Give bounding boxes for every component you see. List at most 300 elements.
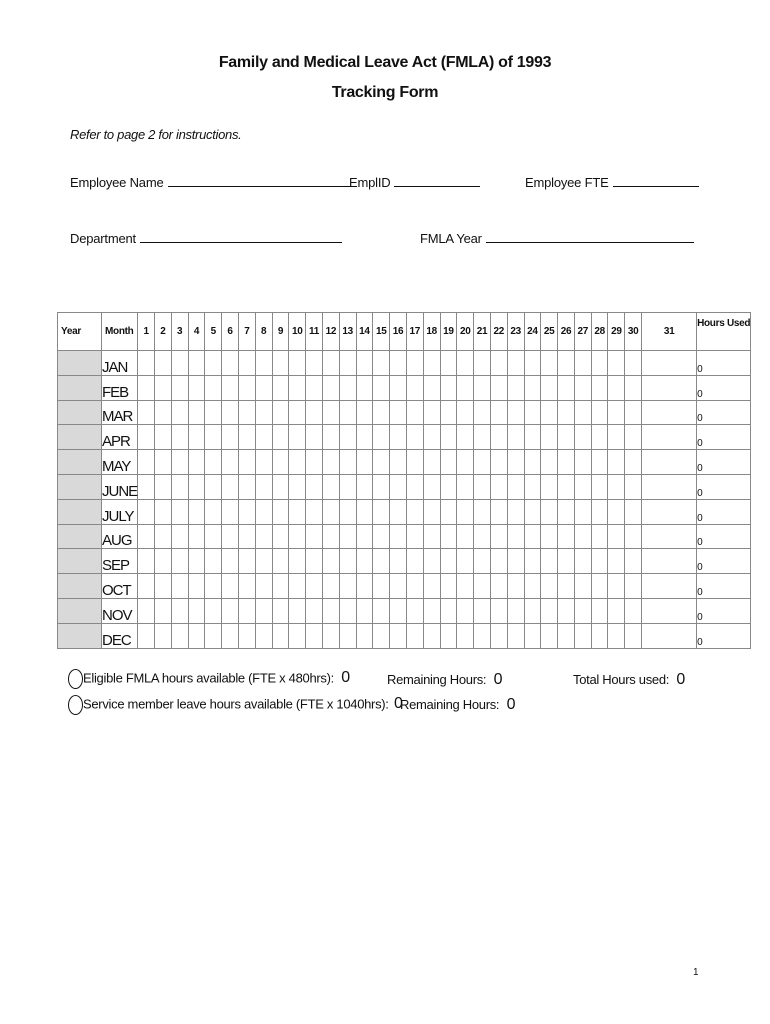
day-cell[interactable] [205, 400, 222, 425]
day-cell[interactable] [390, 425, 407, 450]
day-cell[interactable] [574, 499, 591, 524]
day-cell[interactable] [457, 549, 474, 574]
day-cell[interactable] [272, 574, 289, 599]
day-cell[interactable] [541, 351, 558, 376]
day-cell[interactable] [423, 474, 440, 499]
day-cell[interactable] [289, 450, 306, 475]
day-cell[interactable] [238, 351, 255, 376]
year-cell[interactable] [58, 549, 102, 574]
day-cell[interactable] [171, 375, 188, 400]
day-cell[interactable] [507, 400, 524, 425]
day-cell[interactable] [490, 375, 507, 400]
day-cell[interactable] [188, 598, 205, 623]
day-cell[interactable] [390, 623, 407, 648]
day-cell[interactable] [171, 450, 188, 475]
day-cell[interactable] [222, 351, 239, 376]
day-cell[interactable] [558, 425, 575, 450]
day-cell[interactable] [457, 574, 474, 599]
day-cell[interactable] [524, 598, 541, 623]
year-cell[interactable] [58, 598, 102, 623]
day-cell[interactable] [406, 524, 423, 549]
day-cell[interactable] [490, 623, 507, 648]
day-cell[interactable] [591, 549, 608, 574]
day-cell[interactable] [440, 375, 457, 400]
day-cell[interactable] [171, 549, 188, 574]
day-cell[interactable] [574, 474, 591, 499]
day-cell[interactable] [423, 450, 440, 475]
day-cell[interactable] [289, 574, 306, 599]
day-cell[interactable] [507, 524, 524, 549]
day-cell[interactable] [188, 375, 205, 400]
day-cell[interactable] [238, 549, 255, 574]
day-cell[interactable] [490, 549, 507, 574]
day-cell[interactable] [255, 474, 272, 499]
day-cell[interactable] [322, 474, 339, 499]
day-cell[interactable] [356, 450, 373, 475]
year-cell[interactable] [58, 574, 102, 599]
day-cell[interactable] [524, 623, 541, 648]
day-cell[interactable] [322, 375, 339, 400]
day-cell[interactable] [272, 474, 289, 499]
day-cell[interactable] [608, 425, 625, 450]
day-cell[interactable] [222, 474, 239, 499]
day-cell[interactable] [238, 499, 255, 524]
day-cell[interactable] [255, 375, 272, 400]
year-cell[interactable] [58, 450, 102, 475]
employee-fte-field[interactable] [525, 173, 699, 190]
day-cell[interactable] [171, 425, 188, 450]
day-cell[interactable] [138, 375, 155, 400]
day-cell[interactable] [373, 400, 390, 425]
day-cell[interactable] [574, 450, 591, 475]
day-cell[interactable] [490, 351, 507, 376]
day-cell[interactable] [272, 375, 289, 400]
day-cell[interactable] [205, 450, 222, 475]
day-cell[interactable] [289, 400, 306, 425]
day-cell[interactable] [373, 474, 390, 499]
day-cell[interactable] [322, 351, 339, 376]
day-cell[interactable] [356, 524, 373, 549]
day-cell[interactable] [373, 375, 390, 400]
day-cell[interactable] [390, 351, 407, 376]
day-cell[interactable] [238, 524, 255, 549]
day-cell[interactable] [138, 450, 155, 475]
day-cell[interactable] [171, 499, 188, 524]
day-cell[interactable] [222, 623, 239, 648]
day-cell[interactable] [255, 425, 272, 450]
day-cell[interactable] [558, 623, 575, 648]
day-cell[interactable] [541, 574, 558, 599]
day-cell[interactable] [490, 598, 507, 623]
day-cell[interactable] [490, 474, 507, 499]
day-cell[interactable] [255, 524, 272, 549]
day-cell[interactable] [524, 425, 541, 450]
day-cell[interactable] [507, 450, 524, 475]
day-cell[interactable] [255, 351, 272, 376]
day-cell[interactable] [205, 375, 222, 400]
day-cell[interactable] [406, 598, 423, 623]
service-member-radio[interactable] [68, 695, 83, 715]
year-cell[interactable] [58, 499, 102, 524]
day-cell[interactable] [507, 499, 524, 524]
day-cell[interactable] [558, 375, 575, 400]
eligible-radio[interactable] [68, 669, 83, 689]
day-cell[interactable] [138, 400, 155, 425]
day-cell[interactable] [524, 400, 541, 425]
day-cell[interactable] [406, 499, 423, 524]
day-cell[interactable] [154, 400, 171, 425]
day-cell[interactable] [356, 499, 373, 524]
day-cell[interactable] [541, 499, 558, 524]
day-cell[interactable] [154, 598, 171, 623]
day-cell[interactable] [390, 598, 407, 623]
day-cell[interactable] [608, 400, 625, 425]
day-cell[interactable] [289, 351, 306, 376]
day-cell[interactable] [591, 598, 608, 623]
day-cell[interactable] [574, 574, 591, 599]
day-cell[interactable] [390, 474, 407, 499]
day-cell[interactable] [289, 623, 306, 648]
day-cell[interactable] [339, 474, 356, 499]
day-cell[interactable] [558, 351, 575, 376]
day-cell[interactable] [339, 549, 356, 574]
day-cell[interactable] [440, 623, 457, 648]
day-cell[interactable] [541, 400, 558, 425]
day-cell[interactable] [373, 574, 390, 599]
department-line[interactable] [140, 229, 342, 243]
day-cell[interactable] [373, 549, 390, 574]
day-cell[interactable] [171, 574, 188, 599]
day-cell[interactable] [608, 499, 625, 524]
day-cell[interactable] [608, 474, 625, 499]
day-cell[interactable] [238, 598, 255, 623]
day-cell[interactable] [625, 623, 642, 648]
day-cell[interactable] [306, 499, 323, 524]
day-cell[interactable] [255, 598, 272, 623]
day-cell[interactable] [306, 598, 323, 623]
day-cell[interactable] [541, 549, 558, 574]
day-cell[interactable] [440, 499, 457, 524]
day-cell[interactable] [238, 450, 255, 475]
day-cell[interactable] [154, 450, 171, 475]
day-cell[interactable] [356, 623, 373, 648]
day-cell[interactable] [322, 400, 339, 425]
day-cell[interactable] [222, 524, 239, 549]
day-cell[interactable] [457, 474, 474, 499]
day-cell[interactable] [272, 598, 289, 623]
day-cell[interactable] [306, 549, 323, 574]
day-cell[interactable] [339, 574, 356, 599]
day-cell[interactable] [625, 524, 642, 549]
day-cell[interactable] [373, 499, 390, 524]
day-cell[interactable] [457, 351, 474, 376]
day-cell[interactable] [642, 474, 697, 499]
day-cell[interactable] [642, 574, 697, 599]
year-cell[interactable] [58, 400, 102, 425]
day-cell[interactable] [356, 400, 373, 425]
day-cell[interactable] [272, 549, 289, 574]
day-cell[interactable] [457, 400, 474, 425]
day-cell[interactable] [625, 574, 642, 599]
day-cell[interactable] [440, 524, 457, 549]
day-cell[interactable] [541, 375, 558, 400]
day-cell[interactable] [625, 598, 642, 623]
day-cell[interactable] [289, 598, 306, 623]
day-cell[interactable] [524, 499, 541, 524]
day-cell[interactable] [238, 375, 255, 400]
day-cell[interactable] [642, 524, 697, 549]
day-cell[interactable] [272, 623, 289, 648]
day-cell[interactable] [625, 375, 642, 400]
day-cell[interactable] [490, 425, 507, 450]
day-cell[interactable] [306, 450, 323, 475]
day-cell[interactable] [356, 375, 373, 400]
day-cell[interactable] [574, 375, 591, 400]
day-cell[interactable] [205, 598, 222, 623]
day-cell[interactable] [390, 400, 407, 425]
day-cell[interactable] [339, 425, 356, 450]
day-cell[interactable] [255, 574, 272, 599]
year-cell[interactable] [58, 351, 102, 376]
day-cell[interactable] [238, 474, 255, 499]
day-cell[interactable] [490, 499, 507, 524]
day-cell[interactable] [474, 375, 491, 400]
year-cell[interactable] [58, 375, 102, 400]
day-cell[interactable] [574, 400, 591, 425]
day-cell[interactable] [154, 524, 171, 549]
day-cell[interactable] [306, 375, 323, 400]
day-cell[interactable] [188, 524, 205, 549]
day-cell[interactable] [474, 623, 491, 648]
day-cell[interactable] [440, 474, 457, 499]
day-cell[interactable] [171, 400, 188, 425]
day-cell[interactable] [423, 549, 440, 574]
day-cell[interactable] [440, 450, 457, 475]
day-cell[interactable] [306, 574, 323, 599]
day-cell[interactable] [390, 574, 407, 599]
day-cell[interactable] [222, 450, 239, 475]
day-cell[interactable] [457, 425, 474, 450]
day-cell[interactable] [272, 499, 289, 524]
day-cell[interactable] [222, 598, 239, 623]
day-cell[interactable] [138, 474, 155, 499]
day-cell[interactable] [474, 351, 491, 376]
day-cell[interactable] [423, 351, 440, 376]
day-cell[interactable] [339, 524, 356, 549]
fmla-year-field[interactable] [420, 229, 694, 246]
day-cell[interactable] [339, 351, 356, 376]
day-cell[interactable] [642, 450, 697, 475]
day-cell[interactable] [322, 598, 339, 623]
day-cell[interactable] [356, 598, 373, 623]
day-cell[interactable] [339, 598, 356, 623]
day-cell[interactable] [541, 474, 558, 499]
day-cell[interactable] [373, 425, 390, 450]
day-cell[interactable] [205, 351, 222, 376]
day-cell[interactable] [390, 549, 407, 574]
day-cell[interactable] [608, 450, 625, 475]
day-cell[interactable] [457, 623, 474, 648]
day-cell[interactable] [423, 400, 440, 425]
day-cell[interactable] [642, 425, 697, 450]
day-cell[interactable] [390, 375, 407, 400]
day-cell[interactable] [591, 524, 608, 549]
day-cell[interactable] [255, 549, 272, 574]
day-cell[interactable] [154, 425, 171, 450]
day-cell[interactable] [642, 375, 697, 400]
day-cell[interactable] [625, 474, 642, 499]
day-cell[interactable] [356, 425, 373, 450]
day-cell[interactable] [272, 450, 289, 475]
day-cell[interactable] [255, 623, 272, 648]
day-cell[interactable] [154, 499, 171, 524]
day-cell[interactable] [222, 375, 239, 400]
day-cell[interactable] [642, 351, 697, 376]
day-cell[interactable] [507, 574, 524, 599]
day-cell[interactable] [188, 549, 205, 574]
day-cell[interactable] [591, 351, 608, 376]
day-cell[interactable] [322, 450, 339, 475]
day-cell[interactable] [272, 400, 289, 425]
day-cell[interactable] [306, 474, 323, 499]
day-cell[interactable] [474, 549, 491, 574]
day-cell[interactable] [138, 499, 155, 524]
day-cell[interactable] [608, 375, 625, 400]
day-cell[interactable] [205, 623, 222, 648]
day-cell[interactable] [574, 351, 591, 376]
day-cell[interactable] [457, 524, 474, 549]
day-cell[interactable] [306, 623, 323, 648]
day-cell[interactable] [406, 574, 423, 599]
day-cell[interactable] [306, 524, 323, 549]
day-cell[interactable] [490, 400, 507, 425]
day-cell[interactable] [222, 425, 239, 450]
day-cell[interactable] [558, 499, 575, 524]
day-cell[interactable] [524, 474, 541, 499]
day-cell[interactable] [171, 351, 188, 376]
day-cell[interactable] [406, 549, 423, 574]
day-cell[interactable] [289, 425, 306, 450]
day-cell[interactable] [608, 549, 625, 574]
employee-name-line[interactable] [168, 173, 352, 187]
day-cell[interactable] [188, 574, 205, 599]
day-cell[interactable] [272, 425, 289, 450]
day-cell[interactable] [423, 623, 440, 648]
day-cell[interactable] [138, 524, 155, 549]
day-cell[interactable] [188, 425, 205, 450]
day-cell[interactable] [356, 549, 373, 574]
day-cell[interactable] [406, 375, 423, 400]
day-cell[interactable] [457, 450, 474, 475]
year-cell[interactable] [58, 524, 102, 549]
day-cell[interactable] [558, 598, 575, 623]
day-cell[interactable] [289, 549, 306, 574]
day-cell[interactable] [490, 450, 507, 475]
day-cell[interactable] [238, 623, 255, 648]
day-cell[interactable] [490, 574, 507, 599]
day-cell[interactable] [541, 623, 558, 648]
day-cell[interactable] [591, 574, 608, 599]
day-cell[interactable] [205, 474, 222, 499]
day-cell[interactable] [390, 524, 407, 549]
day-cell[interactable] [154, 474, 171, 499]
day-cell[interactable] [591, 400, 608, 425]
day-cell[interactable] [356, 574, 373, 599]
day-cell[interactable] [591, 499, 608, 524]
day-cell[interactable] [339, 375, 356, 400]
day-cell[interactable] [373, 524, 390, 549]
day-cell[interactable] [574, 549, 591, 574]
day-cell[interactable] [238, 425, 255, 450]
day-cell[interactable] [138, 623, 155, 648]
day-cell[interactable] [373, 351, 390, 376]
day-cell[interactable] [558, 400, 575, 425]
day-cell[interactable] [238, 574, 255, 599]
day-cell[interactable] [642, 400, 697, 425]
day-cell[interactable] [507, 375, 524, 400]
day-cell[interactable] [339, 400, 356, 425]
day-cell[interactable] [289, 524, 306, 549]
day-cell[interactable] [205, 574, 222, 599]
day-cell[interactable] [440, 574, 457, 599]
fmla-year-line[interactable] [486, 229, 694, 243]
day-cell[interactable] [322, 574, 339, 599]
day-cell[interactable] [608, 574, 625, 599]
day-cell[interactable] [541, 450, 558, 475]
day-cell[interactable] [524, 549, 541, 574]
day-cell[interactable] [373, 450, 390, 475]
day-cell[interactable] [625, 450, 642, 475]
day-cell[interactable] [474, 574, 491, 599]
day-cell[interactable] [625, 351, 642, 376]
day-cell[interactable] [423, 574, 440, 599]
day-cell[interactable] [558, 474, 575, 499]
day-cell[interactable] [306, 400, 323, 425]
day-cell[interactable] [608, 623, 625, 648]
day-cell[interactable] [322, 425, 339, 450]
day-cell[interactable] [222, 574, 239, 599]
day-cell[interactable] [591, 623, 608, 648]
day-cell[interactable] [524, 375, 541, 400]
day-cell[interactable] [524, 574, 541, 599]
day-cell[interactable] [289, 474, 306, 499]
day-cell[interactable] [591, 425, 608, 450]
day-cell[interactable] [574, 598, 591, 623]
day-cell[interactable] [423, 598, 440, 623]
day-cell[interactable] [205, 549, 222, 574]
day-cell[interactable] [339, 450, 356, 475]
day-cell[interactable] [541, 425, 558, 450]
day-cell[interactable] [524, 450, 541, 475]
day-cell[interactable] [154, 351, 171, 376]
day-cell[interactable] [507, 351, 524, 376]
day-cell[interactable] [642, 499, 697, 524]
day-cell[interactable] [558, 524, 575, 549]
day-cell[interactable] [339, 499, 356, 524]
day-cell[interactable] [591, 450, 608, 475]
day-cell[interactable] [524, 524, 541, 549]
day-cell[interactable] [524, 351, 541, 376]
day-cell[interactable] [322, 524, 339, 549]
day-cell[interactable] [574, 623, 591, 648]
day-cell[interactable] [440, 425, 457, 450]
day-cell[interactable] [440, 351, 457, 376]
day-cell[interactable] [440, 400, 457, 425]
day-cell[interactable] [625, 499, 642, 524]
day-cell[interactable] [625, 549, 642, 574]
day-cell[interactable] [474, 524, 491, 549]
day-cell[interactable] [188, 400, 205, 425]
